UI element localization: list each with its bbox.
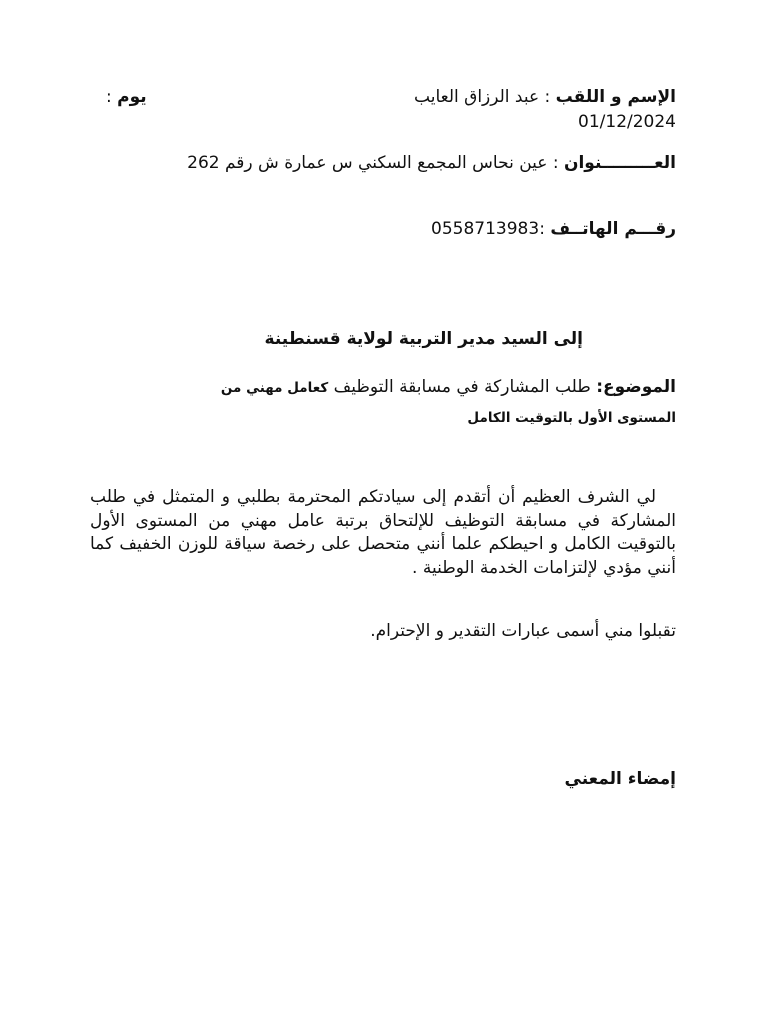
closing-line: تقبلوا مني أسمى عبارات التقدير و الإحترام. xyxy=(370,621,676,641)
phone-value: :0558713983 xyxy=(431,219,551,239)
phone-row xyxy=(92,218,676,240)
day-field xyxy=(106,86,147,108)
address-row xyxy=(92,152,676,174)
body-paragraph-text: لي الشرف العظيم أن أتقدم إلى سيادتكم المحترمة بطلبي و المتمثل في طلب المشاركة في مسابقة التوظيف للإلتحاق برتبة عامل مهني من المستوى الأول بالتوقيت الكامل و احيطكم علما أنني متحصل على رخصة سياقة للوزن الخفيف كما أنني مؤدي لإلتزامات الخدمة الوطنية . xyxy=(90,487,676,578)
subject-text-bold: كعامل مهني من xyxy=(220,380,329,396)
signature-label: إمضاء المعني xyxy=(564,769,676,789)
address-value: : عين نحاس المجمع السكني س عمارة ش رقم 262 xyxy=(187,153,564,173)
day-colon: : xyxy=(106,87,118,107)
name-value: : عبد الرزاق العايب xyxy=(414,87,556,107)
subject-label: الموضوع: xyxy=(596,377,676,397)
name-row xyxy=(92,86,676,108)
subject-row xyxy=(92,376,676,399)
phone-label: رقـــم الهاتــف xyxy=(550,219,676,239)
recipient-line: إلى السيد مدير التربية لولاية قسنطينة xyxy=(264,329,583,349)
subject-text-line2: المستوى الأول بالتوقيت الكامل xyxy=(467,410,676,426)
body-paragraph xyxy=(90,486,676,580)
date-value: 01/12/2024 xyxy=(578,112,676,132)
name-label: الإسم و اللقب xyxy=(555,87,676,107)
subject-row-continued xyxy=(92,406,676,429)
subject-text: طلب المشاركة في مسابقة التوظيف xyxy=(328,377,597,397)
date-row xyxy=(92,111,676,133)
address-label: العـــــــــنوان xyxy=(563,153,676,173)
day-label: يوم xyxy=(117,87,147,107)
